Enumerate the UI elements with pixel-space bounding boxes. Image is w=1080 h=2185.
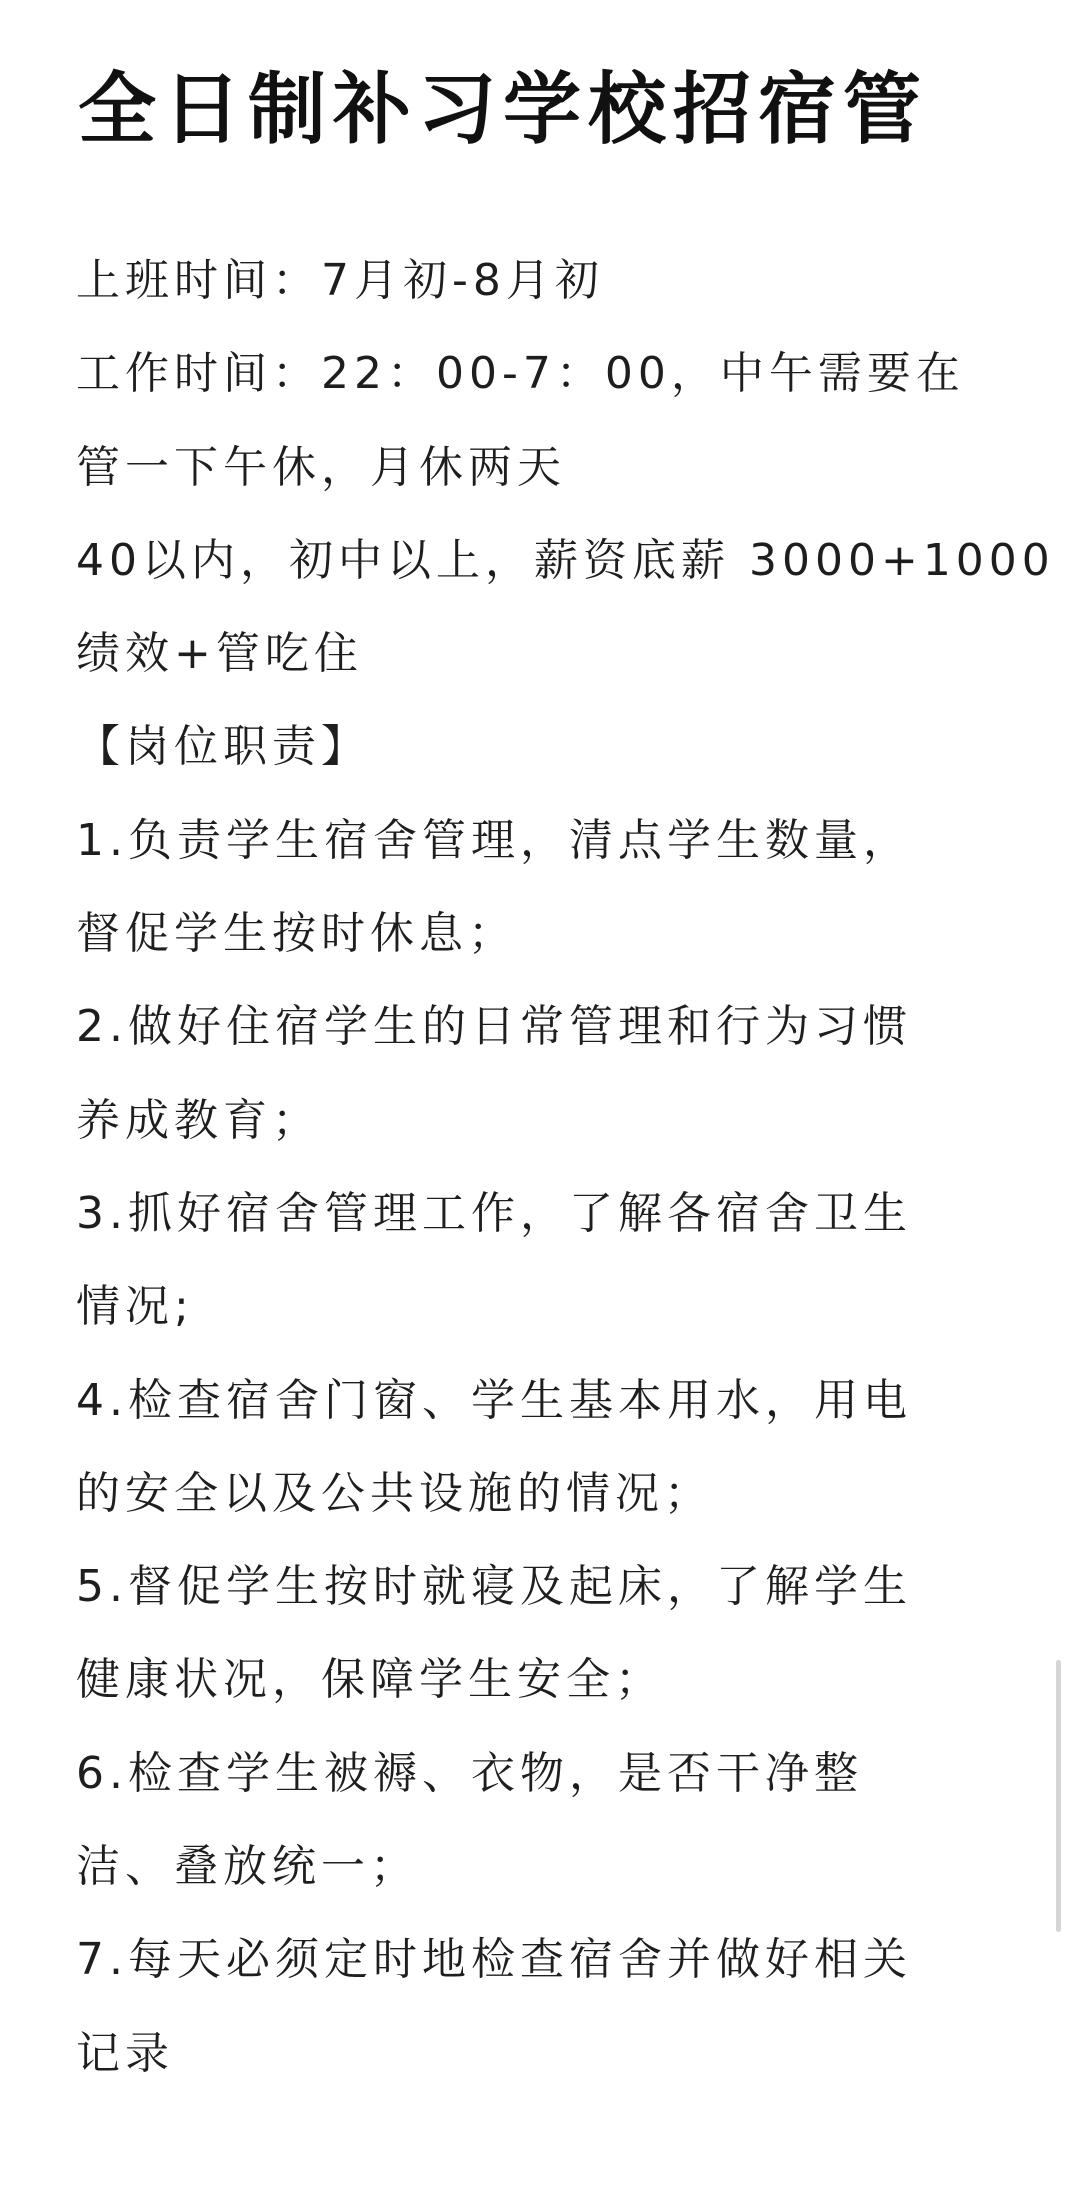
- duty-6-cont: 洁、叠放统一；: [76, 1841, 419, 1893]
- line-requirements-salary: 40以内，初中以上，薪资底薪 3000+1000: [76, 534, 1055, 586]
- duty-5: 5.督促学生按时就寝及起床，了解学生: [76, 1561, 912, 1613]
- duty-5-cont: 健康状况，保障学生安全；: [76, 1654, 664, 1706]
- section-heading-duties: 【岗位职责】: [76, 721, 370, 773]
- line-working-hours: 工作时间：22：00-7：00，中午需要在: [76, 348, 965, 400]
- duty-6: 6.检查学生被褥、衣物，是否干净整: [76, 1747, 863, 1799]
- line-work-period: 上班时间：7月初-8月初: [76, 255, 604, 306]
- duty-3: 3.抓好宿舍管理工作，了解各宿舍卫生: [76, 1187, 912, 1239]
- page-title: 全日制补习学校招宿管: [78, 65, 929, 155]
- line-requirements-salary-cont: 绩效+管吃住: [76, 628, 363, 680]
- duty-2-cont: 养成教育；: [76, 1094, 321, 1146]
- duty-7: 7.每天必须定时地检查宿舍并做好相关: [76, 1934, 912, 1986]
- duty-2: 2.做好住宿学生的日常管理和行为习惯: [76, 1001, 912, 1053]
- duty-1: 1.负责学生宿舍管理，清点学生数量，: [76, 814, 912, 866]
- duty-3-cont: 情况;: [76, 1281, 194, 1333]
- duty-7-cont: 记录: [76, 2027, 174, 2079]
- duty-4-cont: 的安全以及公共设施的情况；: [76, 1467, 713, 1519]
- duty-4: 4.检查宿舍门窗、学生基本用水，用电: [76, 1374, 912, 1426]
- scrollbar-thumb[interactable]: [1056, 1660, 1061, 1932]
- line-working-hours-cont: 管一下午休，月休两天: [76, 441, 566, 493]
- job-description: [76, 234, 1055, 2100]
- duty-1-cont: 督促学生按时休息；: [76, 908, 517, 960]
